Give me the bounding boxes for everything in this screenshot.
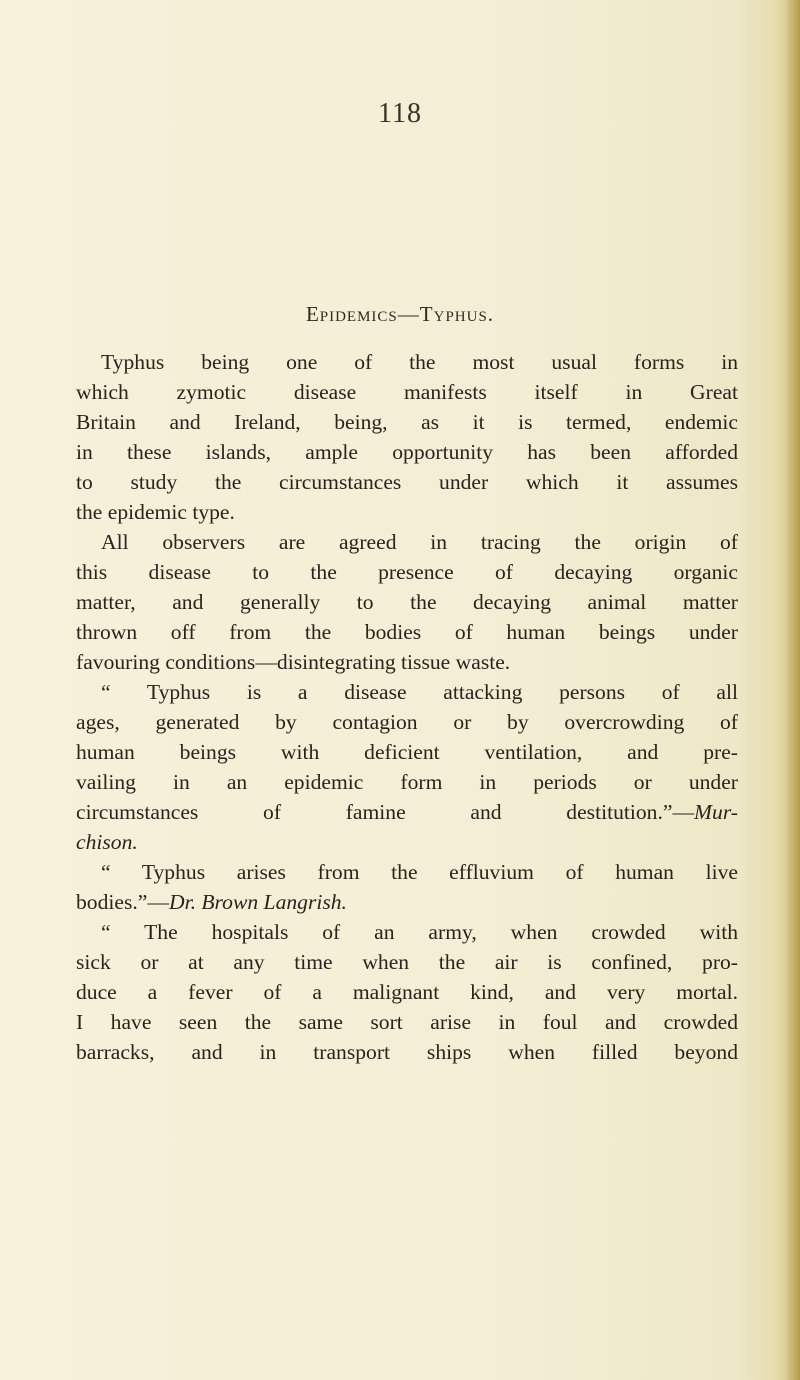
page-edge [786,0,800,1380]
page-number: 118 [378,98,422,129]
text-line: “ The hospitals of an army, when crowded with [101,920,738,944]
text-run: bodies.”— [76,890,169,914]
text-line: All observers are agreed in tracing the origin of [101,530,738,554]
text-line: vailing in an epidemic form in periods or under [76,770,738,794]
text-line: matter, and generally to the decaying animal matter [76,590,738,614]
citation-author: Mur- [694,800,738,824]
text-line: this disease to the presence of decaying organic [76,560,738,584]
text-line: thrown off from the bodies of human beings under [76,620,738,644]
text-line: Britain and Ireland, being, as it is termed, endemic [76,410,738,434]
text-line: ages, generated by contagion or by overcrowding of [76,710,738,734]
text-line [76,887,738,917]
text-line [76,797,738,827]
citation-author: Dr. Brown Langrish. [168,890,347,914]
text-line: favouring conditions—disintegrating tissue waste. [76,650,511,674]
text-line: to study the circumstances under which it assumes [76,470,738,494]
text-line: duce a fever of a malignant kind, and very mortal. [76,980,738,1004]
text-line: human beings with deficient ventilation, and pre- [76,740,738,764]
citation-author: chison. [76,830,138,854]
text-line: “ Typhus is a disease attacking persons of all [101,680,738,704]
text-run: circumstances of famine and destitution.”— [76,800,695,824]
text-line: which zymotic disease manifests itself in Great [76,380,738,404]
text-line: barracks, and in transport ships when filled beyond [76,1040,738,1064]
text-line [76,827,738,857]
text-line: I have seen the same sort arise in foul and crowded [76,1010,738,1034]
text-line: “ Typhus arises from the effluvium of human live [101,860,738,884]
text-line: the epidemic type. [76,500,235,524]
text-line: sick or at any time when the air is confined, pro- [76,950,738,974]
text-line: Typhus being one of the most usual forms in [101,350,738,374]
text-line: in these islands, ample opportunity has been afforded [76,440,738,464]
section-heading: Epidemics—Typhus. [305,302,495,326]
